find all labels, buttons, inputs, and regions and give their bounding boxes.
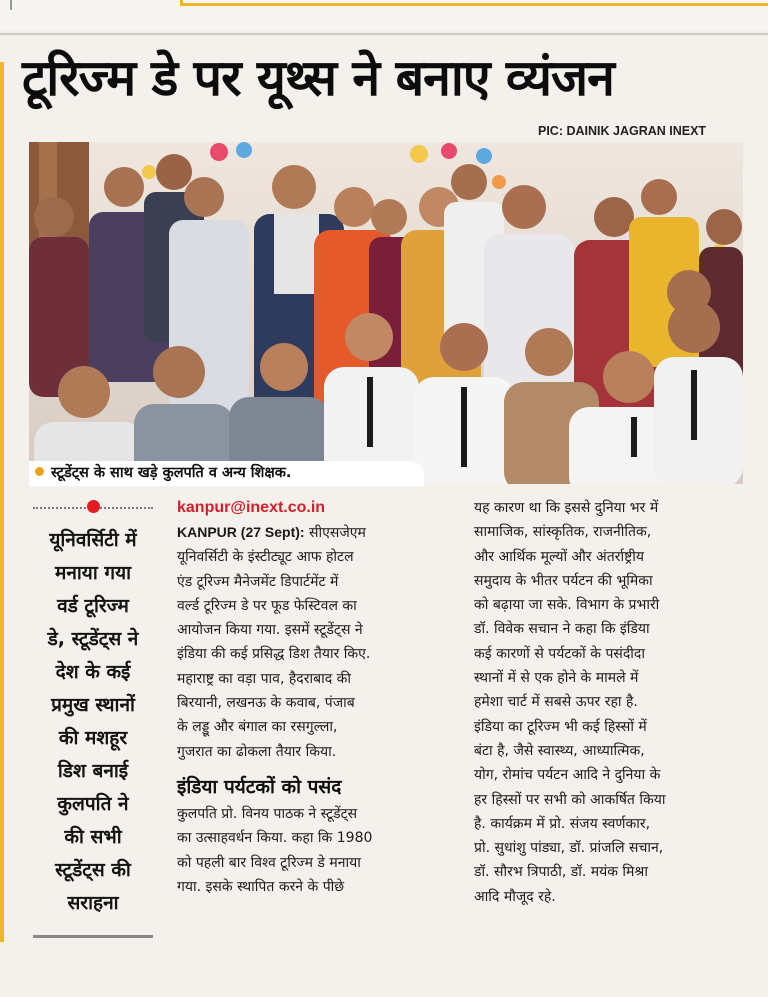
sidebar-line: सराहना (67, 892, 119, 914)
article-line: एंड टूरिज्म मैनेजमेंट डिपार्टमेंट में (177, 573, 339, 590)
headline: टूरिज्म डे पर यूथ्स ने बनाए व्यंजन (22, 49, 614, 107)
top-divider (0, 33, 768, 35)
article-line: को पहली बार विश्व टूरिज्म डे मनाया (177, 854, 361, 871)
article-line: वर्ल्ड टूरिज्म डे पर फूड फेस्टिवल का (177, 597, 357, 614)
article-line: के लड्डू और बंगाल का रसगुल्ला, (177, 719, 338, 736)
sidebar-line: डिश बनाई (57, 760, 129, 782)
article-line: प्रो. सुधांशु पांड्या, डॉ. प्रांजलि सचान, (474, 840, 664, 857)
article-line: इंडिया का टूरिज्म भी कई हिस्सों में (474, 718, 647, 735)
article-line: बंटा है, जैसे स्वास्थ्य, आध्यात्मिक, (474, 742, 645, 759)
sidebar-line: प्रमुख स्थानों (51, 694, 135, 716)
article-line: महाराष्ट्र का वड़ा पाव, हैदराबाद की (177, 670, 351, 687)
sidebar-red-dot-icon (87, 500, 100, 513)
sidebar-bottom-rule (33, 935, 153, 938)
article-line: का उत्साहवर्धन किया. कहा कि 1980 (177, 830, 373, 847)
article-line: हमेशा चार्ट में सबसे ऊपर रहा है. (474, 694, 638, 711)
article-line: इंडिया की कई प्रसिद्ध डिश तैयार किए. (177, 646, 371, 663)
article-line: सामाजिक, सांस्कृतिक, राजनीतिक, (474, 524, 652, 541)
article-column-1 (177, 496, 462, 899)
article-line (177, 520, 462, 545)
sidebar-highlight (28, 524, 158, 920)
article-line: हर हिस्सों पर सभी को आकर्षित किया (474, 791, 666, 808)
article-line: डॉ. विवेक सचान ने कहा कि इंडिया (474, 621, 650, 638)
article-line: को बढ़ाया जा सके. विभाग के प्रभारी (474, 597, 660, 614)
article-line: यह कारण था कि इससे दुनिया भर में (474, 500, 659, 516)
sidebar-line: कुलपति ने (57, 793, 129, 815)
article-line: आदि मौजूद रहे. (474, 888, 556, 905)
photo-caption-text: स्टूडेंट्स के साथ खड़े कुलपति व अन्य शिक्षक. (51, 465, 292, 481)
sidebar-line: स्टूडेंट्स की (55, 859, 131, 881)
sidebar-line: की मशहूर (58, 727, 128, 749)
sidebar-line: की सभी (64, 826, 122, 848)
group-photo-illustration (29, 142, 743, 484)
article-line: समुदाय के भीतर पर्यटन की भूमिका (474, 572, 653, 589)
sidebar-line: वर्ड टूरिज्म (57, 595, 129, 617)
article-column-2 (474, 496, 748, 909)
article-line: बिरयानी, लखनऊ के कवाब, पंजाब (177, 695, 355, 712)
left-accent-bar (0, 62, 4, 942)
article-subheading: इंडिया पर्यटकों को पसंद (177, 775, 342, 798)
article-line: और आर्थिक मूल्यों और अंतर्राष्ट्रीय (474, 548, 644, 565)
group-photo (29, 142, 743, 484)
sidebar-line: डे, स्टूडेंट्स ने (47, 628, 139, 650)
article-line: यूनिवर्सिटी के इंस्टीट्यूट आफ होटल (177, 549, 354, 566)
dateline: KANPUR (27 Sept): (177, 524, 305, 540)
sidebar-line: मनाया गया (54, 562, 132, 584)
top-corner-mark (0, 0, 12, 10)
article-line: गुजरात का ढोकला तैयार किया. (177, 743, 337, 760)
article-line: योग, रोमांच पर्यटन आदि ने दुनिया के (474, 767, 661, 784)
top-frame-border (180, 0, 768, 6)
article-line: गया. इसके स्थापित करने के पीछे (177, 878, 345, 895)
article-line-rest: सीएसजेएम (304, 525, 366, 541)
sidebar-line: यूनिवर्सिटी में (49, 529, 137, 551)
caption-bullet-icon (35, 467, 44, 476)
article-line: है. कार्यक्रम में प्रो. संजय स्वर्णकार, (474, 815, 651, 832)
article-line: कुलपति प्रो. विनय पाठक ने स्टूडेंट्स (177, 805, 358, 822)
article-line: कई कारणों से पर्यटकों के पसंदीदा (474, 645, 645, 662)
article-line: आयोजन किया गया. इसमें स्टूडेंट्स ने (177, 622, 363, 639)
reporter-email-link[interactable]: kanpur@inext.co.in (177, 499, 326, 516)
sidebar-line: देश के कई (55, 661, 131, 683)
article-line: डॉ. सौरभ त्रिपाठी, डॉ. मयंक मिश्रा (474, 864, 648, 881)
article-line: स्थानों में से एक होने के मामले में (474, 670, 639, 687)
photo-caption (29, 461, 424, 486)
photo-credit: PIC: DAINIK JAGRAN INEXT (538, 124, 707, 138)
